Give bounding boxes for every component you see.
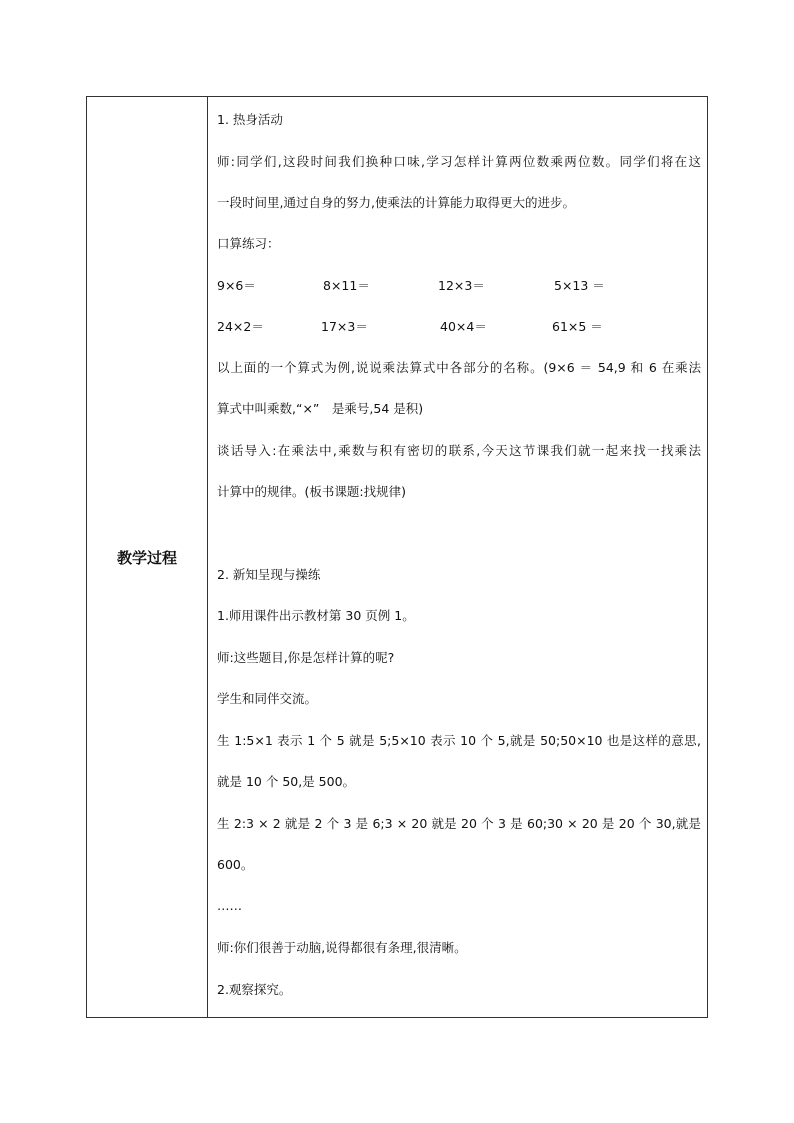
lesson-table — [86, 96, 708, 1018]
paragraph-line: 师:你们很善于动脑,说得都很有条理,很清晰。 — [217, 940, 467, 955]
paragraph-line: 1.师用课件出示教材第 30 页例 1。 — [217, 608, 415, 623]
ellipsis: …… — [217, 898, 242, 913]
paragraph-line: 600。 — [217, 857, 254, 872]
paragraph-line: 2.观察探究。 — [217, 982, 292, 997]
oral-practice-label: 口算练习： — [217, 236, 280, 251]
paragraph-line: 谈话导入:在乘法中,乘数与积有密切的联系,今天这节课我们就一起来找一找乘法 — [217, 443, 701, 458]
math-item: 40×4＝ — [440, 319, 487, 334]
paragraph-line: 师:这些题目,你是怎样计算的呢? — [217, 650, 395, 665]
math-item: 8×11＝ — [323, 278, 370, 293]
math-row — [217, 319, 701, 335]
math-item: 61×5 ＝ — [552, 319, 603, 334]
column-divider — [207, 97, 208, 1017]
paragraph-line: 以上面的一个算式为例,说说乘法算式中各部分的名称。(9×6 ＝ 54,9 和 6 在乘法 — [217, 360, 701, 375]
paragraph-line: 算式中叫乘数,“×” 是乘号,54 是积) — [217, 401, 424, 416]
math-item: 5×13 ＝ — [554, 278, 605, 293]
math-item: 17×3＝ — [321, 319, 368, 334]
math-row — [217, 278, 701, 294]
section-label: 教学过程 — [116, 548, 177, 567]
warmup-heading: 1. 热身活动 — [217, 112, 283, 127]
math-item: 24×2＝ — [217, 319, 264, 334]
math-item: 9×6＝ — [217, 278, 256, 293]
paragraph-line: 计算中的规律。(板书课题:找规律) — [217, 484, 406, 499]
paragraph-line: 生 1:5×1 表示 1 个 5 就是 5;5×10 表示 10 个 5,就是 50;50×10 也是这样的意思, — [217, 733, 701, 748]
math-item: 12×3＝ — [438, 278, 485, 293]
paragraph-line: 一段时间里,通过自身的努力,使乘法的计算能力取得更大的进步。 — [217, 195, 575, 210]
paragraph-line: 学生和同伴交流。 — [217, 691, 318, 706]
new-knowledge-heading: 2. 新知呈现与操练 — [217, 567, 321, 582]
paragraph-line: 就是 10 个 50,是 500。 — [217, 774, 356, 789]
paragraph-line: 生 2:3 × 2 就是 2 个 3 是 6;3 × 20 就是 20 个 3 是 60;30 × 20 是 20 个 30,就是 — [217, 816, 701, 831]
paragraph-line: 师:同学们,这段时间我们换种口味,学习怎样计算两位数乘两位数。同学们将在这 — [217, 154, 701, 169]
